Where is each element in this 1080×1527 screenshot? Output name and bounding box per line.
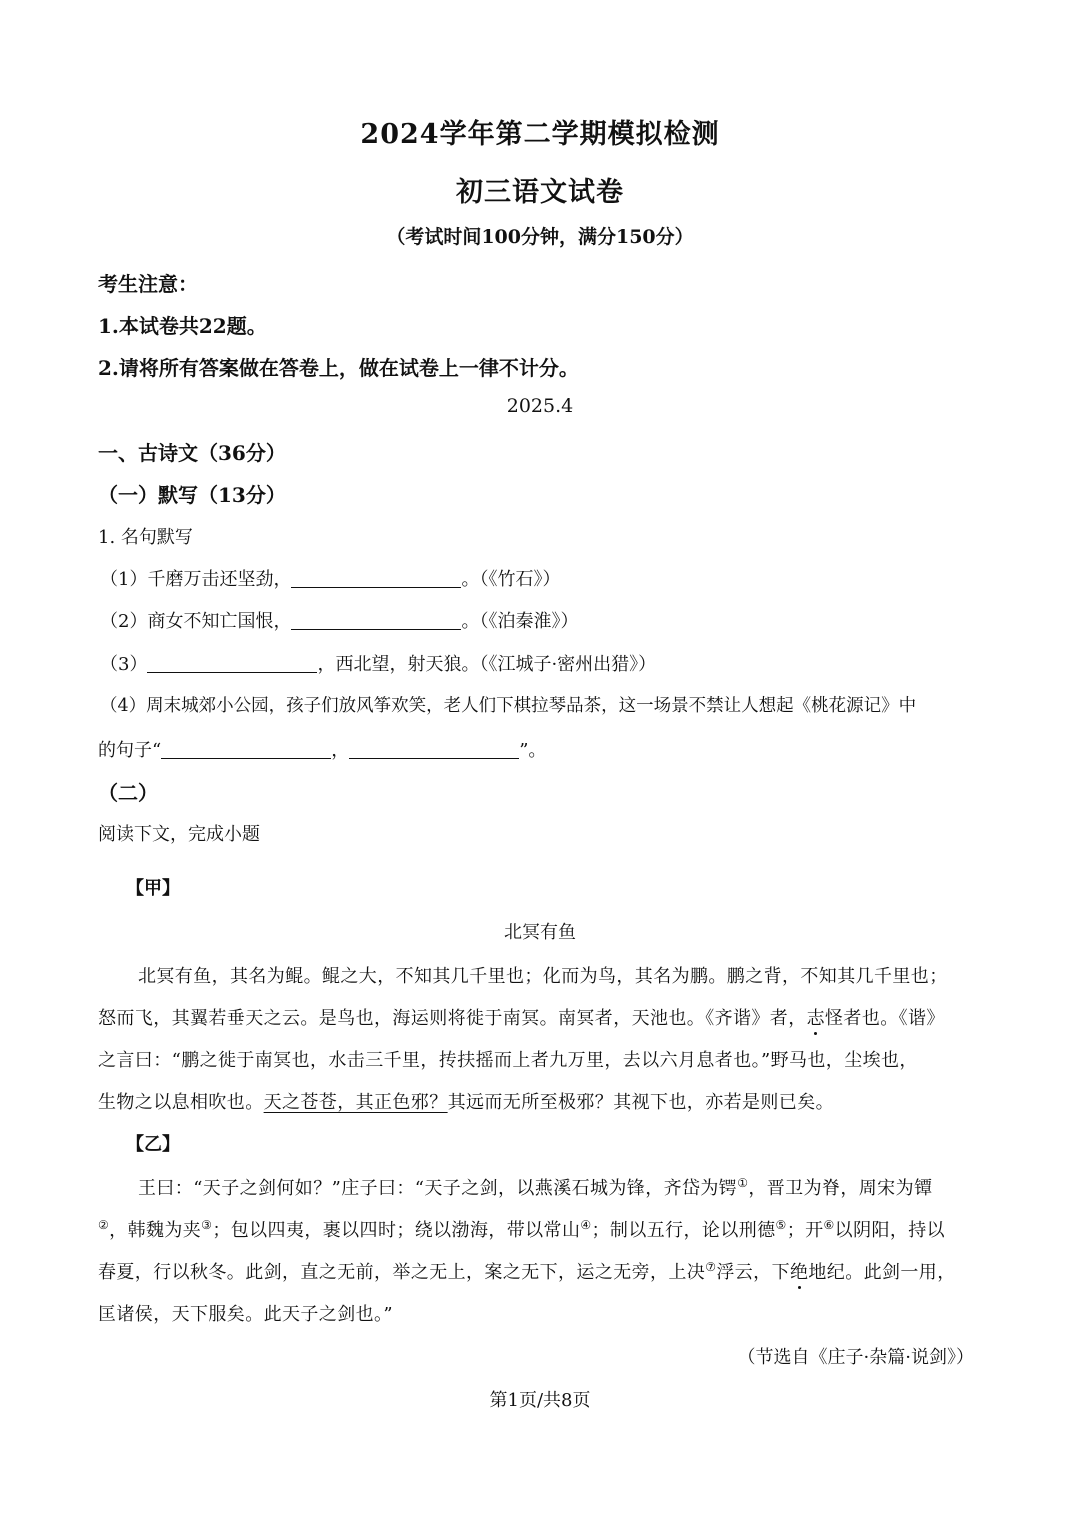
passage-jia-line-4-a: 生物之以息相吹也。 <box>98 1092 264 1113</box>
section-1-title: 一、古诗文（36分） <box>98 441 286 465</box>
passage-jia-line-1: 北冥有鱼，其名为鲲。鲲之大，不知其几千里也；化而为鸟，其名为鹏。鹏之背，不知其几千里也； <box>138 966 948 987</box>
passage-yi-line-3 <box>98 1258 956 1284</box>
emphasis-dot-char: 志 <box>806 1008 826 1029</box>
passage-yi-text: 王曰：“天子之剑何如？”庄子曰：“天子之剑，以燕溪石城为锋，齐岱为锷 <box>138 1178 738 1199</box>
answer-blank <box>291 586 461 588</box>
question-1-4-mid: ， <box>331 740 350 761</box>
passage-jia-line-2 <box>98 1004 945 1030</box>
question-1-4-line-2 <box>98 736 546 762</box>
passage-yi-text: ；开 <box>786 1220 824 1241</box>
footnote-marker: ① <box>737 1176 749 1190</box>
passage-yi-text: 地纪。此剑一用， <box>808 1262 956 1283</box>
passage-yi-label: 【乙】 <box>126 1134 180 1155</box>
page-number: 第1页/共8页 <box>489 1390 591 1411</box>
passage-jia-line-3: 之言曰：“鹏之徙于南冥也，水击三千里，抟扶摇而上者九万里，去以六月息者也。”野马也，尘埃也， <box>98 1050 918 1071</box>
notice-item-2: 2.请将所有答案做在答卷上，做在试卷上一律不计分。 <box>98 356 579 380</box>
passage-yi-line-2 <box>98 1216 945 1242</box>
exam-subtitle: 初三语文试卷 <box>456 177 624 208</box>
answer-blank <box>349 757 519 759</box>
part-2-title: （二） <box>98 781 158 805</box>
exam-title: 2024学年第二学期模拟检测 <box>360 119 720 150</box>
notice-heading: 考生注意： <box>98 272 198 296</box>
answer-blank <box>291 628 461 630</box>
passage-yi-text: ，晋卫为脊，周宋为镡 <box>748 1178 933 1199</box>
passage-yi-text: 浮云，下 <box>716 1262 790 1283</box>
question-1-1-suffix: 。（《竹石》） <box>461 569 561 590</box>
passage-yi-line-1 <box>138 1174 932 1200</box>
question-1-3-suffix: ，西北望，射天狼。（《江城子·密州出猎》） <box>317 654 657 675</box>
passage-jia-line-4-b: 其远而无所至极邪？其视下也，亦若是则已矣。 <box>447 1092 835 1113</box>
passage-jia-title: 北冥有鱼 <box>504 922 576 943</box>
question-1-2-suffix: 。（《泊秦淮》） <box>461 611 579 632</box>
passage-yi-text: ，韩魏为夹 <box>109 1220 202 1241</box>
question-1-3 <box>100 650 656 676</box>
footnote-marker: ⑦ <box>705 1260 717 1274</box>
question-1-2 <box>100 607 578 633</box>
footnote-marker: ② <box>98 1218 110 1232</box>
question-1-title: 1. 名句默写 <box>98 527 193 548</box>
question-1-4-line-1: （4）周末城郊小公园，孩子们放风筝欢笑，老人们下棋拉琴品茶，这一场景不禁让人想起《桃花源记》中 <box>100 696 917 716</box>
passage-jia-line-4 <box>98 1088 834 1114</box>
passage-jia-line-2-b: 怪者也。《谐》 <box>825 1008 945 1029</box>
exam-date: 2025.4 <box>506 395 574 417</box>
question-1-4-suffix: ”。 <box>519 740 547 761</box>
answer-blank <box>147 671 317 673</box>
footnote-marker: ④ <box>580 1218 592 1232</box>
underlined-sentence: 天之苍苍，其正色邪？ <box>263 1092 448 1113</box>
question-1-3-prefix: （3） <box>100 654 148 675</box>
answer-blank <box>161 757 331 759</box>
question-1-1-prefix: （1）千磨万击还坚劲， <box>100 569 292 590</box>
question-1-4-prefix: 的句子“ <box>98 740 162 761</box>
passage-yi-text: ；包以四夷，裹以四时；绕以渤海，带以常山 <box>212 1220 581 1241</box>
emphasis-dot-char: 绝 <box>789 1262 809 1283</box>
footnote-marker: ⑥ <box>823 1218 835 1232</box>
question-1-1 <box>100 565 560 591</box>
part-2-instruction: 阅读下文，完成小题 <box>98 824 260 845</box>
footnote-marker: ③ <box>201 1218 213 1232</box>
passage-source: （节选自《庄子·杂篇·说剑》） <box>737 1347 974 1368</box>
part-1-title: （一）默写（13分） <box>98 483 286 507</box>
notice-item-1: 1.本试卷共22题。 <box>98 314 267 338</box>
footnote-marker: ⑤ <box>775 1218 787 1232</box>
question-1-2-prefix: （2）商女不知亡国恨， <box>100 611 292 632</box>
passage-yi-text: 以阴阳，持以 <box>834 1220 946 1241</box>
passage-yi-line-4: 匡诸侯，天下服矣。此天子之剑也。” <box>98 1304 394 1325</box>
passage-jia-line-2-a: 怒而飞，其翼若垂天之云。是鸟也，海运则将徙于南冥。南冥者，天池也。《齐谐》者， <box>98 1008 807 1029</box>
passage-jia-label: 【甲】 <box>126 878 180 899</box>
exam-info: （考试时间100分钟，满分150分） <box>386 226 694 248</box>
passage-yi-text: 春夏，行以秋冬。此剑，直之无前，举之无上，案之无下，运之无旁，上决 <box>98 1262 706 1283</box>
passage-yi-text: ；制以五行，论以刑德 <box>591 1220 776 1241</box>
